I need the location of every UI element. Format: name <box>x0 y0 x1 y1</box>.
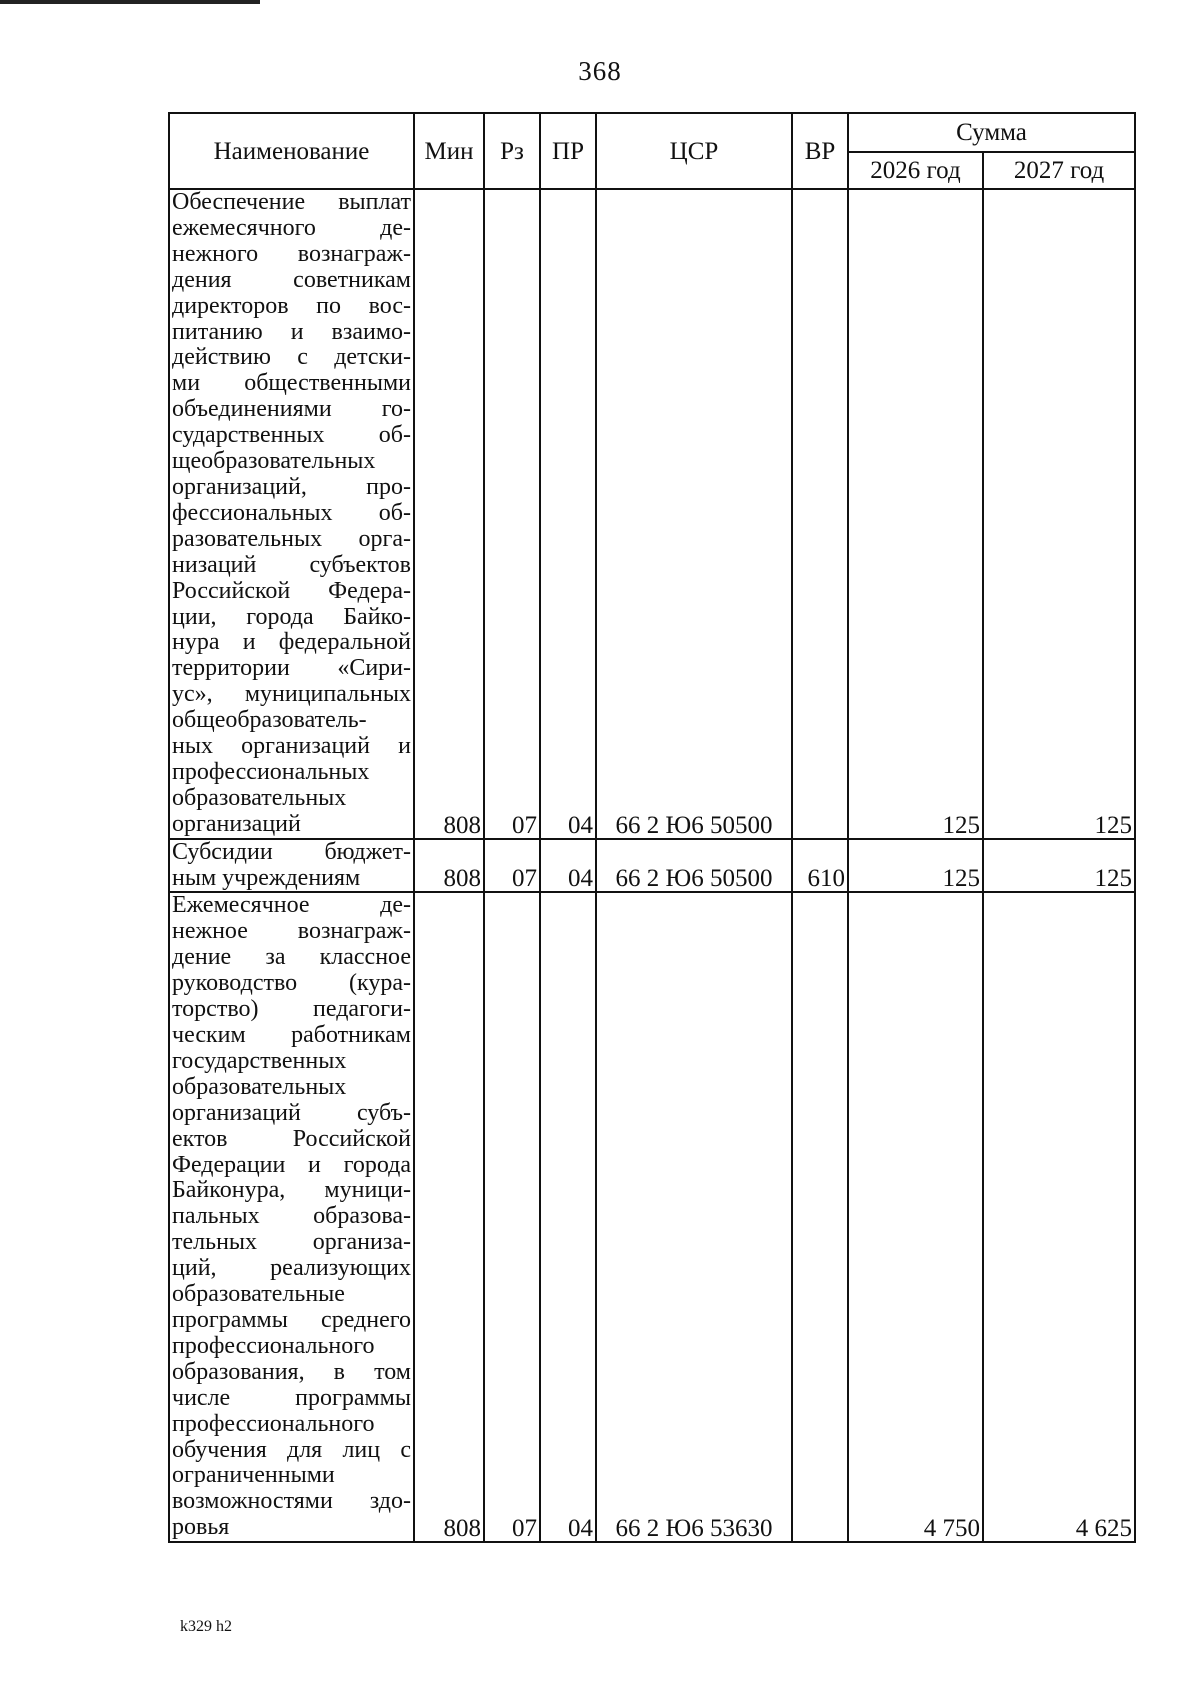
row-name-line: ми общественными <box>172 370 411 397</box>
table-row <box>169 892 1135 1542</box>
row-sum-2026: 125 <box>848 189 983 839</box>
row-name-line: ограниченными <box>172 1462 335 1489</box>
row-name-line: Ежемесячное де- <box>172 892 411 919</box>
header-rz: Рз <box>484 113 540 189</box>
header-min: Мин <box>414 113 484 189</box>
row-name-line: дение за классное <box>172 944 411 971</box>
row-name-line: торство) педагоги- <box>172 996 411 1023</box>
row-csr: 66 2 Ю6 50500 <box>596 839 792 893</box>
row-name-line: образовательных <box>172 784 347 811</box>
row-name-line: ций, реализующих <box>172 1255 411 1282</box>
row-name-line: организаций <box>172 810 301 837</box>
row-name-line: профессионального <box>172 1332 375 1359</box>
row-name-line: программы среднего <box>172 1306 411 1333</box>
table-body <box>169 189 1135 1542</box>
header-name: Наименование <box>169 113 414 189</box>
row-name-line: образования, в том <box>172 1358 411 1385</box>
row-name-line: нежное вознаграж- <box>172 918 411 945</box>
header-year-2026: 2026 год <box>848 152 983 189</box>
row-name-line: Байконура, муници- <box>172 1177 411 1204</box>
row-sum-2027: 125 <box>983 839 1135 893</box>
row-name-line: Субсидии бюджет- <box>172 838 411 865</box>
row-name-line: Обеспечение выплат <box>172 189 411 215</box>
row-vr: 610 <box>792 839 848 893</box>
row-min: 808 <box>414 189 484 839</box>
row-pr: 04 <box>540 892 596 1542</box>
footer-code: k329 h2 <box>180 1618 232 1635</box>
row-rz: 07 <box>484 892 540 1542</box>
row-name-line: нежного вознаграж- <box>172 240 411 267</box>
row-name-line: объединениями го- <box>172 396 411 423</box>
row-csr: 66 2 Ю6 53630 <box>596 892 792 1542</box>
row-name-line: ным учреждениям <box>172 864 361 891</box>
row-rz: 07 <box>484 189 540 839</box>
row-vr <box>792 892 848 1542</box>
row-sum-2026: 125 <box>848 839 983 893</box>
header-pr: ПР <box>540 113 596 189</box>
row-name-line: Российской Федера- <box>172 577 411 604</box>
row-name-line: профессиональных <box>172 758 370 785</box>
page-number: 368 <box>578 56 622 86</box>
scan-edge-mark <box>0 0 260 4</box>
header-vr: ВР <box>792 113 848 189</box>
row-name-line: профессионального <box>172 1410 375 1437</box>
row-name-line: ческим работникам <box>172 1022 411 1048</box>
row-name-line: низаций субъектов <box>172 551 411 578</box>
row-name-line: нура и федеральной <box>172 629 411 656</box>
row-name-line: Федерации и города <box>172 1151 411 1178</box>
row-name <box>169 892 414 1542</box>
row-csr: 66 2 Ю6 50500 <box>596 189 792 839</box>
row-name-line: обучения для лиц с <box>172 1436 411 1463</box>
row-name-line: ектов Российской <box>172 1125 411 1152</box>
header-sum: Сумма <box>848 113 1135 152</box>
row-name-line: фессиональных об- <box>172 499 411 526</box>
row-name-line: организаций субъ- <box>172 1099 411 1126</box>
row-name-line: организаций, про- <box>172 473 411 500</box>
row-name-line: ции, города Байко- <box>172 603 411 630</box>
header-year-2027: 2027 год <box>983 152 1135 189</box>
row-name-line: дения советникам <box>172 266 411 293</box>
row-min: 808 <box>414 839 484 893</box>
row-name-line: пальных образова- <box>172 1203 411 1230</box>
row-name-line: образовательных <box>172 1073 347 1100</box>
row-name-line: тельных организа- <box>172 1229 411 1256</box>
row-pr: 04 <box>540 189 596 839</box>
row-vr <box>792 189 848 839</box>
row-name-line: руководство (кура- <box>172 970 411 997</box>
row-name-line: образовательные <box>172 1281 345 1308</box>
row-pr: 04 <box>540 839 596 893</box>
header-row-top <box>169 113 1135 152</box>
row-name-line: разовательных орга- <box>172 525 411 552</box>
row-name-line: щеобразовательных <box>172 448 376 475</box>
row-name-line: ус», муниципальных <box>172 681 411 708</box>
row-name-line: сударственных об- <box>172 422 411 449</box>
row-rz: 07 <box>484 839 540 893</box>
row-name-line: действию с детски- <box>172 344 411 371</box>
row-name <box>169 839 414 893</box>
row-name-line: государственных <box>172 1047 347 1074</box>
row-sum-2026: 4 750 <box>848 892 983 1542</box>
table-row <box>169 189 1135 839</box>
row-name-line: ных организаций и <box>172 733 411 760</box>
row-sum-2027: 4 625 <box>983 892 1135 1542</box>
row-name-line: возможностями здо- <box>172 1488 411 1515</box>
row-name <box>169 189 414 839</box>
header-csr: ЦСР <box>596 113 792 189</box>
row-name-line: территории «Сири- <box>172 655 411 682</box>
row-min: 808 <box>414 892 484 1542</box>
row-name-line: ровья <box>172 1514 230 1541</box>
row-sum-2027: 125 <box>983 189 1135 839</box>
row-name-line: ежемесячного де- <box>172 214 411 241</box>
row-name-line: директоров по вос- <box>172 292 411 319</box>
row-name-line: общеобразователь- <box>172 707 367 734</box>
budget-table <box>168 112 1136 1543</box>
row-name-line: питанию и взаимо- <box>172 318 411 345</box>
row-name-line: числе программы <box>172 1384 411 1411</box>
table-row <box>169 839 1135 893</box>
